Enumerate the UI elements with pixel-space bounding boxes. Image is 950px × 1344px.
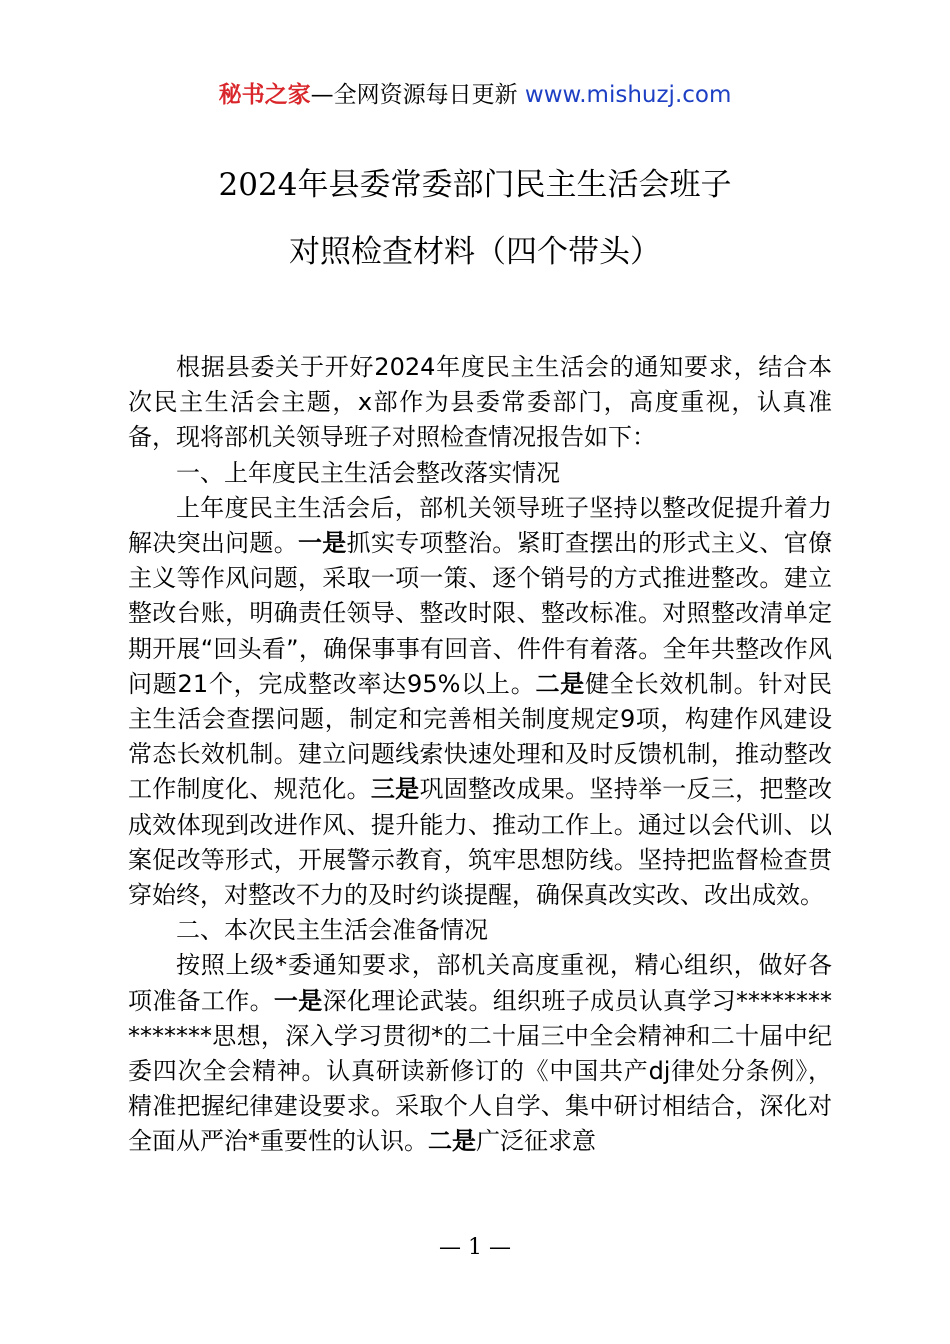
section-1-lead-text: 上年度民主生活会后，部机关领导班子坚持以整改促提升着力解决突出问题。: [128, 493, 832, 558]
keyword-second: 二是: [428, 1127, 476, 1156]
banner-tagline: —全网资源每日更新: [310, 82, 518, 108]
keyword-second: 二是: [535, 669, 586, 698]
section-1-point-1-text: 抓实专项整治。紧盯查摆出的形式主义、官僚主义等作风问题，采取一项一策、逐个销号的方式推进整改。建立整改台账，明确责任领导、整改时限、整改标准。对照整改清单定期开展“回头看”，确保事事有回音、件件有着落。全年共整改作风问题21个，完成整改率达95%以上。: [128, 529, 833, 698]
section-1-heading: 一、上年度民主生活会整改落实情况: [176, 458, 560, 487]
keyword-third: 三是: [370, 775, 420, 804]
section-2-point-2-text: 广泛征求意: [476, 1127, 596, 1156]
section-2-lead-text: 按照上级*委通知要求，部机关高度重视，精心组织，做好各项准备工作。: [128, 951, 832, 1015]
page-number: — 1 —: [439, 1235, 511, 1260]
document-title-line-1: 2024年县委常委部门民主生活会班子: [218, 167, 732, 203]
keyword-first: 一是: [273, 986, 323, 1015]
section-1-point-2-text: 健全长效机制。针对民主生活会查摆问题，制定和完善相关制度规定9项，构建作风建设常态长效机制。建立问题线索快速处理和及时反馈机制，推动整改工作制度化、规范化。: [128, 669, 832, 804]
section-2-point-1-text: 深化理论武装。组织班子成员认真学习***************思想，深入学习贯彻*的二十届三中全会精神和二十届中纪委四次全会精神。认真研读新修订的《中国共产dj律处分条例》，精准把握纪律建设要求。采取个人自学、集中研讨相结合，深化对全面从严治*重要性的认识。: [128, 986, 833, 1156]
document-body: [128, 350, 832, 1160]
section-2-paragraph: [128, 948, 832, 1159]
keyword-first: 一是: [298, 529, 347, 558]
section-1-point-3-text: 巩固整改成果。坚持举一反三，把整改成效体现到改进作风、提升能力、推动工作上。通过以会代训、以案促改等形式，开展警示教育，筑牢思想防线。坚持把监督检查贯穿始终，对整改不力的及时约谈提醒，确保真改实改、改出成效。: [128, 775, 833, 910]
section-1-paragraph: [128, 491, 832, 913]
brand-name: 秘书之家: [218, 82, 311, 108]
site-banner: [0, 80, 950, 110]
section-2-heading: 二、本次民主生活会准备情况: [176, 916, 488, 945]
intro-paragraph: 根据县委关于开好2024年度民主生活会的通知要求，结合本次民主生活会主题，x部作为县委常委部门，高度重视，认真准备，现将部机关领导班子对照检查情况报告如下：: [128, 353, 832, 452]
document-title-line-2: 对照检查材料（四个带头）: [289, 234, 661, 270]
banner-url[interactable]: www.mishuzj.com: [524, 82, 732, 108]
